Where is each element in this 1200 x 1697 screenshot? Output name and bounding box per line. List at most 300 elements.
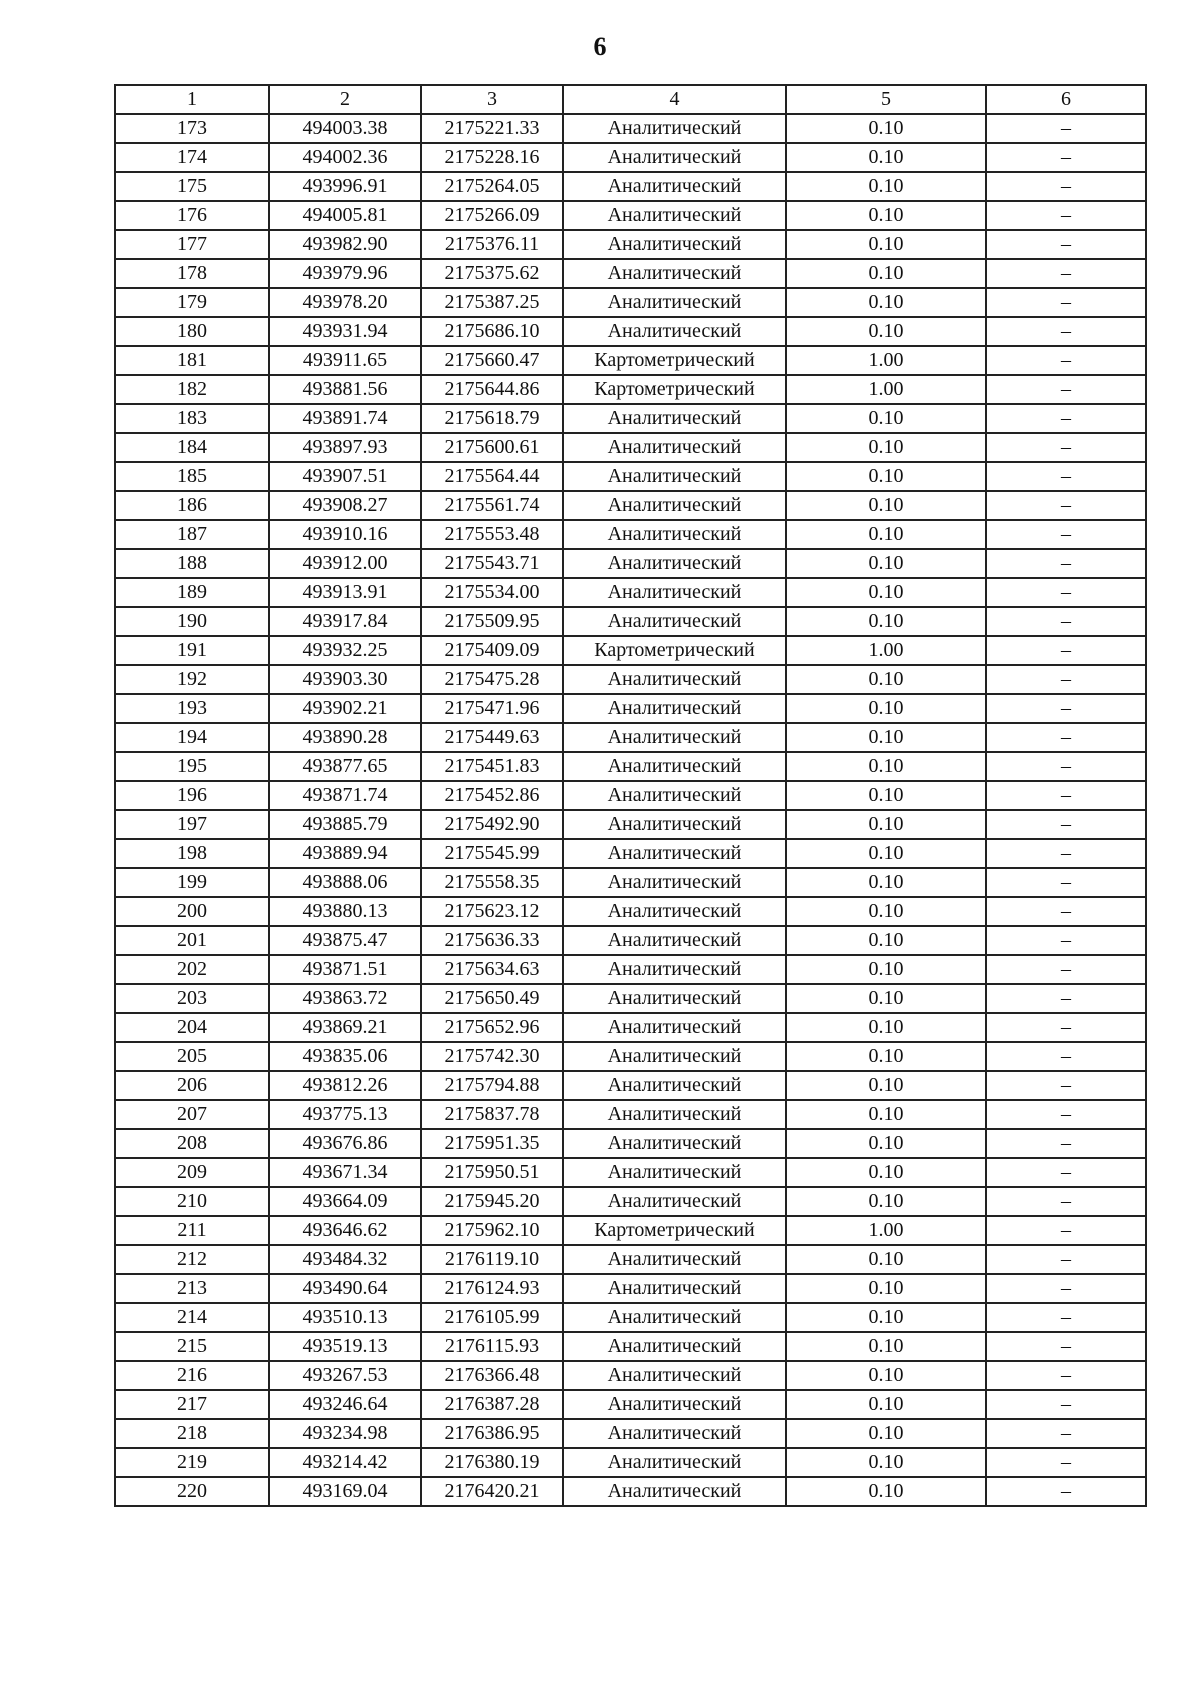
table-row [115, 1129, 1146, 1158]
point-number-cell: 190 [115, 607, 269, 636]
point-number-cell: 187 [115, 520, 269, 549]
table-row [115, 781, 1146, 810]
column-header: 1 [115, 85, 269, 114]
table-row [115, 752, 1146, 781]
table-row [115, 230, 1146, 259]
point-number-cell: 213 [115, 1274, 269, 1303]
accuracy-cell: 0.10 [786, 404, 986, 433]
accuracy-cell: 0.10 [786, 752, 986, 781]
table-row [115, 520, 1146, 549]
accuracy-cell: 0.10 [786, 1361, 986, 1390]
method-cell: Аналитический [563, 404, 786, 433]
accuracy-cell: 0.10 [786, 1042, 986, 1071]
note-cell: – [986, 984, 1146, 1013]
point-number-cell: 211 [115, 1216, 269, 1245]
y-coordinate-cell: 2175543.71 [421, 549, 563, 578]
table-row [115, 549, 1146, 578]
point-number-cell: 215 [115, 1332, 269, 1361]
method-cell: Аналитический [563, 1158, 786, 1187]
accuracy-cell: 0.10 [786, 1100, 986, 1129]
point-number-cell: 205 [115, 1042, 269, 1071]
note-cell: – [986, 491, 1146, 520]
y-coordinate-cell: 2175837.78 [421, 1100, 563, 1129]
method-cell: Аналитический [563, 1013, 786, 1042]
table-row [115, 259, 1146, 288]
method-cell: Аналитический [563, 1042, 786, 1071]
y-coordinate-cell: 2175221.33 [421, 114, 563, 143]
x-coordinate-cell: 493982.90 [269, 230, 421, 259]
note-cell: – [986, 317, 1146, 346]
table-row [115, 288, 1146, 317]
method-cell: Аналитический [563, 752, 786, 781]
x-coordinate-cell: 493676.86 [269, 1129, 421, 1158]
accuracy-cell: 0.10 [786, 1419, 986, 1448]
method-cell: Аналитический [563, 1274, 786, 1303]
accuracy-cell: 0.10 [786, 317, 986, 346]
method-cell: Аналитический [563, 230, 786, 259]
table-row [115, 375, 1146, 404]
y-coordinate-cell: 2175534.00 [421, 578, 563, 607]
y-coordinate-cell: 2175375.62 [421, 259, 563, 288]
point-number-cell: 220 [115, 1477, 269, 1506]
table-row [115, 926, 1146, 955]
accuracy-cell: 0.10 [786, 1390, 986, 1419]
point-number-cell: 175 [115, 172, 269, 201]
y-coordinate-cell: 2175950.51 [421, 1158, 563, 1187]
y-coordinate-cell: 2175492.90 [421, 810, 563, 839]
method-cell: Аналитический [563, 549, 786, 578]
note-cell: – [986, 1245, 1146, 1274]
table-row [115, 1390, 1146, 1419]
table-row [115, 346, 1146, 375]
x-coordinate-cell: 493931.94 [269, 317, 421, 346]
accuracy-cell: 0.10 [786, 926, 986, 955]
method-cell: Аналитический [563, 1332, 786, 1361]
table-row [115, 810, 1146, 839]
x-coordinate-cell: 493775.13 [269, 1100, 421, 1129]
accuracy-cell: 0.10 [786, 665, 986, 694]
point-number-cell: 196 [115, 781, 269, 810]
point-number-cell: 188 [115, 549, 269, 578]
table-row [115, 723, 1146, 752]
x-coordinate-cell: 493902.21 [269, 694, 421, 723]
y-coordinate-cell: 2176115.93 [421, 1332, 563, 1361]
x-coordinate-cell: 493885.79 [269, 810, 421, 839]
method-cell: Аналитический [563, 520, 786, 549]
table-row [115, 665, 1146, 694]
x-coordinate-cell: 493907.51 [269, 462, 421, 491]
y-coordinate-cell: 2175644.86 [421, 375, 563, 404]
note-cell: – [986, 1303, 1146, 1332]
method-cell: Аналитический [563, 433, 786, 462]
point-number-cell: 199 [115, 868, 269, 897]
point-number-cell: 174 [115, 143, 269, 172]
method-cell: Картометрический [563, 1216, 786, 1245]
method-cell: Аналитический [563, 1448, 786, 1477]
x-coordinate-cell: 493869.21 [269, 1013, 421, 1042]
y-coordinate-cell: 2176420.21 [421, 1477, 563, 1506]
x-coordinate-cell: 493890.28 [269, 723, 421, 752]
method-cell: Аналитический [563, 694, 786, 723]
method-cell: Аналитический [563, 955, 786, 984]
table-row [115, 636, 1146, 665]
accuracy-cell: 0.10 [786, 1477, 986, 1506]
table-row [115, 1361, 1146, 1390]
x-coordinate-cell: 493932.25 [269, 636, 421, 665]
note-cell: – [986, 230, 1146, 259]
method-cell: Аналитический [563, 317, 786, 346]
accuracy-cell: 0.10 [786, 433, 986, 462]
method-cell: Аналитический [563, 1419, 786, 1448]
x-coordinate-cell: 493979.96 [269, 259, 421, 288]
y-coordinate-cell: 2175660.47 [421, 346, 563, 375]
note-cell: – [986, 288, 1146, 317]
point-number-cell: 183 [115, 404, 269, 433]
accuracy-cell: 0.10 [786, 114, 986, 143]
table-row [115, 143, 1146, 172]
x-coordinate-cell: 493978.20 [269, 288, 421, 317]
table-row [115, 1274, 1146, 1303]
point-number-cell: 192 [115, 665, 269, 694]
x-coordinate-cell: 493812.26 [269, 1071, 421, 1100]
method-cell: Аналитический [563, 1477, 786, 1506]
y-coordinate-cell: 2175376.11 [421, 230, 563, 259]
note-cell: – [986, 897, 1146, 926]
y-coordinate-cell: 2176124.93 [421, 1274, 563, 1303]
note-cell: – [986, 1332, 1146, 1361]
method-cell: Аналитический [563, 1303, 786, 1332]
point-number-cell: 184 [115, 433, 269, 462]
note-cell: – [986, 1100, 1146, 1129]
accuracy-cell: 0.10 [786, 839, 986, 868]
note-cell: – [986, 1361, 1146, 1390]
method-cell: Аналитический [563, 143, 786, 172]
y-coordinate-cell: 2176380.19 [421, 1448, 563, 1477]
point-number-cell: 180 [115, 317, 269, 346]
accuracy-cell: 0.10 [786, 549, 986, 578]
method-cell: Аналитический [563, 491, 786, 520]
note-cell: – [986, 259, 1146, 288]
method-cell: Картометрический [563, 636, 786, 665]
note-cell: – [986, 549, 1146, 578]
accuracy-cell: 0.10 [786, 1303, 986, 1332]
table-row [115, 578, 1146, 607]
table-row [115, 404, 1146, 433]
table-row [115, 172, 1146, 201]
x-coordinate-cell: 494005.81 [269, 201, 421, 230]
point-number-cell: 214 [115, 1303, 269, 1332]
table-row [115, 491, 1146, 520]
method-cell: Аналитический [563, 462, 786, 491]
note-cell: – [986, 1390, 1146, 1419]
point-number-cell: 177 [115, 230, 269, 259]
note-cell: – [986, 723, 1146, 752]
method-cell: Аналитический [563, 1100, 786, 1129]
note-cell: – [986, 1071, 1146, 1100]
point-number-cell: 212 [115, 1245, 269, 1274]
note-cell: – [986, 1216, 1146, 1245]
table-row [115, 201, 1146, 230]
x-coordinate-cell: 493671.34 [269, 1158, 421, 1187]
point-number-cell: 198 [115, 839, 269, 868]
y-coordinate-cell: 2175564.44 [421, 462, 563, 491]
x-coordinate-cell: 493169.04 [269, 1477, 421, 1506]
note-cell: – [986, 520, 1146, 549]
table-row [115, 462, 1146, 491]
y-coordinate-cell: 2176105.99 [421, 1303, 563, 1332]
method-cell: Аналитический [563, 114, 786, 143]
table-row [115, 839, 1146, 868]
x-coordinate-cell: 493908.27 [269, 491, 421, 520]
accuracy-cell: 0.10 [786, 1071, 986, 1100]
column-header: 2 [269, 85, 421, 114]
y-coordinate-cell: 2175553.48 [421, 520, 563, 549]
table-row [115, 1245, 1146, 1274]
accuracy-cell: 0.10 [786, 143, 986, 172]
x-coordinate-cell: 493267.53 [269, 1361, 421, 1390]
note-cell: – [986, 1187, 1146, 1216]
accuracy-cell: 0.10 [786, 201, 986, 230]
y-coordinate-cell: 2175636.33 [421, 926, 563, 955]
x-coordinate-cell: 494002.36 [269, 143, 421, 172]
accuracy-cell: 1.00 [786, 1216, 986, 1245]
x-coordinate-cell: 493888.06 [269, 868, 421, 897]
accuracy-cell: 0.10 [786, 723, 986, 752]
method-cell: Аналитический [563, 259, 786, 288]
method-cell: Аналитический [563, 1187, 786, 1216]
accuracy-cell: 0.10 [786, 1245, 986, 1274]
y-coordinate-cell: 2175623.12 [421, 897, 563, 926]
point-number-cell: 179 [115, 288, 269, 317]
note-cell: – [986, 1419, 1146, 1448]
note-cell: – [986, 839, 1146, 868]
method-cell: Аналитический [563, 723, 786, 752]
accuracy-cell: 0.10 [786, 897, 986, 926]
x-coordinate-cell: 493913.91 [269, 578, 421, 607]
note-cell: – [986, 172, 1146, 201]
point-number-cell: 191 [115, 636, 269, 665]
x-coordinate-cell: 493490.64 [269, 1274, 421, 1303]
note-cell: – [986, 375, 1146, 404]
table-row [115, 694, 1146, 723]
note-cell: – [986, 926, 1146, 955]
note-cell: – [986, 810, 1146, 839]
x-coordinate-cell: 493912.00 [269, 549, 421, 578]
x-coordinate-cell: 493891.74 [269, 404, 421, 433]
point-number-cell: 178 [115, 259, 269, 288]
accuracy-cell: 0.10 [786, 1448, 986, 1477]
x-coordinate-cell: 493871.51 [269, 955, 421, 984]
method-cell: Аналитический [563, 172, 786, 201]
table-row [115, 1448, 1146, 1477]
point-number-cell: 194 [115, 723, 269, 752]
point-number-cell: 197 [115, 810, 269, 839]
table-row [115, 607, 1146, 636]
table-row [115, 433, 1146, 462]
point-number-cell: 201 [115, 926, 269, 955]
column-header: 3 [421, 85, 563, 114]
note-cell: – [986, 868, 1146, 897]
accuracy-cell: 0.10 [786, 607, 986, 636]
table-row [115, 1332, 1146, 1361]
note-cell: – [986, 665, 1146, 694]
accuracy-cell: 0.10 [786, 984, 986, 1013]
coordinates-table [114, 84, 1147, 1507]
accuracy-cell: 0.10 [786, 1129, 986, 1158]
point-number-cell: 203 [115, 984, 269, 1013]
y-coordinate-cell: 2175264.05 [421, 172, 563, 201]
point-number-cell: 208 [115, 1129, 269, 1158]
y-coordinate-cell: 2176387.28 [421, 1390, 563, 1419]
table-row [115, 1477, 1146, 1506]
y-coordinate-cell: 2175652.96 [421, 1013, 563, 1042]
note-cell: – [986, 636, 1146, 665]
note-cell: – [986, 1158, 1146, 1187]
accuracy-cell: 0.10 [786, 462, 986, 491]
x-coordinate-cell: 493877.65 [269, 752, 421, 781]
y-coordinate-cell: 2175962.10 [421, 1216, 563, 1245]
y-coordinate-cell: 2176366.48 [421, 1361, 563, 1390]
note-cell: – [986, 1013, 1146, 1042]
point-number-cell: 193 [115, 694, 269, 723]
note-cell: – [986, 433, 1146, 462]
note-cell: – [986, 607, 1146, 636]
header-row [115, 85, 1146, 114]
table-row [115, 984, 1146, 1013]
method-cell: Аналитический [563, 839, 786, 868]
table-row [115, 897, 1146, 926]
x-coordinate-cell: 493903.30 [269, 665, 421, 694]
x-coordinate-cell: 493880.13 [269, 897, 421, 926]
note-cell: – [986, 1448, 1146, 1477]
y-coordinate-cell: 2175558.35 [421, 868, 563, 897]
method-cell: Аналитический [563, 1245, 786, 1274]
table-row [115, 1071, 1146, 1100]
point-number-cell: 216 [115, 1361, 269, 1390]
table-row [115, 1419, 1146, 1448]
method-cell: Картометрический [563, 375, 786, 404]
accuracy-cell: 0.10 [786, 955, 986, 984]
point-number-cell: 206 [115, 1071, 269, 1100]
note-cell: – [986, 1477, 1146, 1506]
x-coordinate-cell: 493863.72 [269, 984, 421, 1013]
accuracy-cell: 0.10 [786, 520, 986, 549]
accuracy-cell: 0.10 [786, 259, 986, 288]
point-number-cell: 195 [115, 752, 269, 781]
y-coordinate-cell: 2175650.49 [421, 984, 563, 1013]
column-header: 4 [563, 85, 786, 114]
x-coordinate-cell: 493646.62 [269, 1216, 421, 1245]
point-number-cell: 200 [115, 897, 269, 926]
y-coordinate-cell: 2175945.20 [421, 1187, 563, 1216]
note-cell: – [986, 694, 1146, 723]
note-cell: – [986, 462, 1146, 491]
point-number-cell: 202 [115, 955, 269, 984]
y-coordinate-cell: 2175634.63 [421, 955, 563, 984]
method-cell: Аналитический [563, 665, 786, 694]
method-cell: Аналитический [563, 607, 786, 636]
table-row [115, 114, 1146, 143]
point-number-cell: 207 [115, 1100, 269, 1129]
method-cell: Аналитический [563, 201, 786, 230]
note-cell: – [986, 1042, 1146, 1071]
method-cell: Аналитический [563, 897, 786, 926]
note-cell: – [986, 781, 1146, 810]
y-coordinate-cell: 2175794.88 [421, 1071, 563, 1100]
note-cell: – [986, 114, 1146, 143]
table-row [115, 317, 1146, 346]
y-coordinate-cell: 2175618.79 [421, 404, 563, 433]
method-cell: Аналитический [563, 1361, 786, 1390]
table-header [115, 85, 1146, 114]
note-cell: – [986, 578, 1146, 607]
accuracy-cell: 0.10 [786, 1187, 986, 1216]
accuracy-cell: 0.10 [786, 172, 986, 201]
column-header: 6 [986, 85, 1146, 114]
x-coordinate-cell: 493871.74 [269, 781, 421, 810]
page-number: 6 [593, 32, 607, 61]
table-row [115, 1013, 1146, 1042]
accuracy-cell: 0.10 [786, 1158, 986, 1187]
x-coordinate-cell: 493484.32 [269, 1245, 421, 1274]
note-cell: – [986, 752, 1146, 781]
point-number-cell: 176 [115, 201, 269, 230]
point-number-cell: 173 [115, 114, 269, 143]
accuracy-cell: 1.00 [786, 346, 986, 375]
accuracy-cell: 0.10 [786, 810, 986, 839]
accuracy-cell: 0.10 [786, 230, 986, 259]
method-cell: Аналитический [563, 1129, 786, 1158]
accuracy-cell: 0.10 [786, 868, 986, 897]
y-coordinate-cell: 2175951.35 [421, 1129, 563, 1158]
x-coordinate-cell: 493881.56 [269, 375, 421, 404]
method-cell: Картометрический [563, 346, 786, 375]
y-coordinate-cell: 2175452.86 [421, 781, 563, 810]
y-coordinate-cell: 2175471.96 [421, 694, 563, 723]
accuracy-cell: 1.00 [786, 375, 986, 404]
y-coordinate-cell: 2175561.74 [421, 491, 563, 520]
point-number-cell: 218 [115, 1419, 269, 1448]
accuracy-cell: 0.10 [786, 1332, 986, 1361]
y-coordinate-cell: 2175742.30 [421, 1042, 563, 1071]
x-coordinate-cell: 493910.16 [269, 520, 421, 549]
x-coordinate-cell: 494003.38 [269, 114, 421, 143]
x-coordinate-cell: 493996.91 [269, 172, 421, 201]
accuracy-cell: 0.10 [786, 491, 986, 520]
x-coordinate-cell: 493835.06 [269, 1042, 421, 1071]
method-cell: Аналитический [563, 810, 786, 839]
y-coordinate-cell: 2175509.95 [421, 607, 563, 636]
accuracy-cell: 0.10 [786, 1274, 986, 1303]
x-coordinate-cell: 493234.98 [269, 1419, 421, 1448]
note-cell: – [986, 201, 1146, 230]
method-cell: Аналитический [563, 578, 786, 607]
y-coordinate-cell: 2175449.63 [421, 723, 563, 752]
note-cell: – [986, 346, 1146, 375]
accuracy-cell: 0.10 [786, 578, 986, 607]
accuracy-cell: 0.10 [786, 694, 986, 723]
accuracy-cell: 1.00 [786, 636, 986, 665]
method-cell: Аналитический [563, 984, 786, 1013]
point-number-cell: 182 [115, 375, 269, 404]
point-number-cell: 181 [115, 346, 269, 375]
accuracy-cell: 0.10 [786, 781, 986, 810]
method-cell: Аналитический [563, 288, 786, 317]
table-row [115, 868, 1146, 897]
method-cell: Аналитический [563, 868, 786, 897]
table-row [115, 1187, 1146, 1216]
note-cell: – [986, 143, 1146, 172]
